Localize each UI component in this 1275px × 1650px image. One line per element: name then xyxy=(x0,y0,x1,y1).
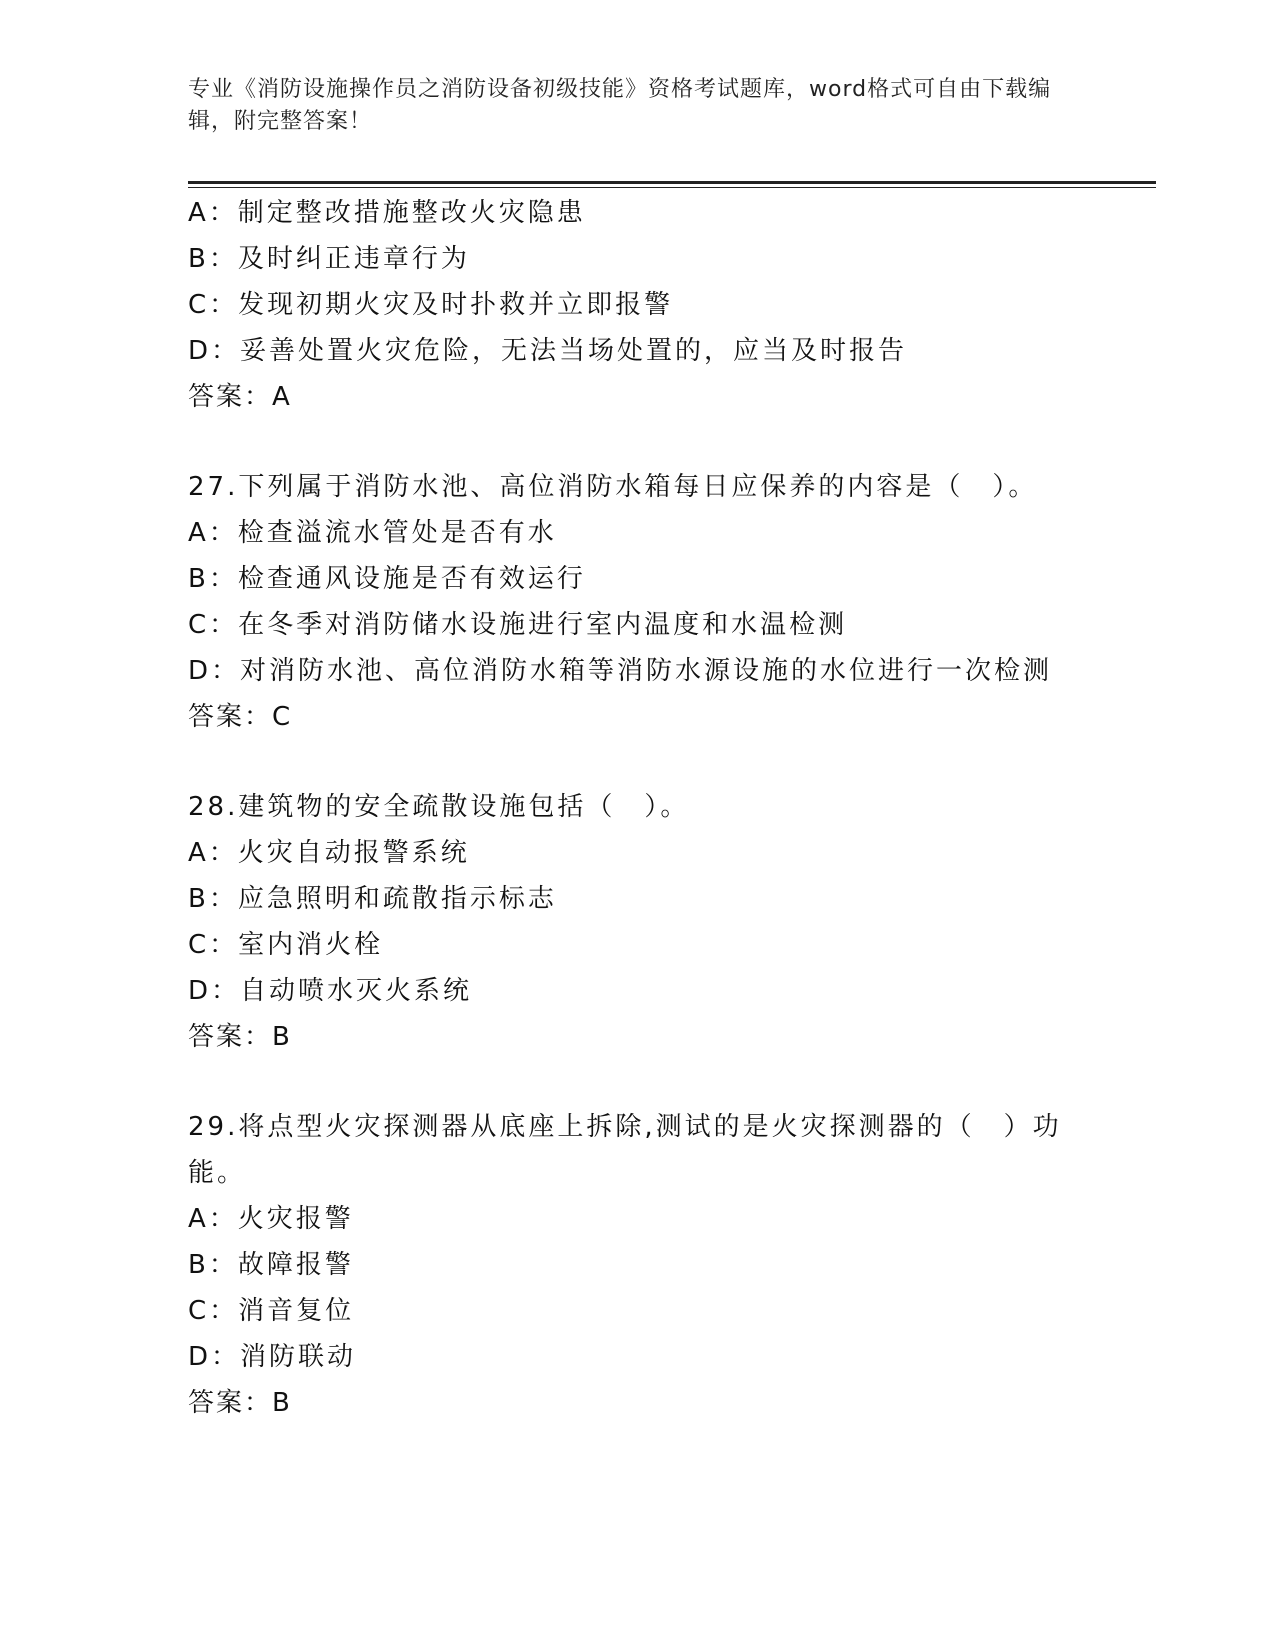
question-spacer xyxy=(188,740,1128,784)
question-spacer xyxy=(188,1060,1128,1104)
question-spacer xyxy=(188,420,1128,464)
answer-line: 答案：C xyxy=(188,702,293,732)
option-b: B：及时纠正违章行为 xyxy=(188,244,470,274)
header-divider-thin xyxy=(188,187,1156,188)
answer-line: 答案：A xyxy=(188,382,292,412)
question-block-28 xyxy=(188,784,1128,1060)
question-text: 28.建筑物的安全疏散设施包括（ ）。 xyxy=(188,792,690,822)
document-intro: 专业《消防设施操作员之消防设备初级技能》资格考试题库，word格式可自由下载编辑，附完整答案！ xyxy=(188,77,1052,134)
option-d: D：消防联动 xyxy=(188,1342,357,1372)
option-c: C：发现初期火灾及时扑救并立即报警 xyxy=(188,290,674,320)
option-b: B：应急照明和疏散指示标志 xyxy=(188,884,557,914)
question-text: 29.将点型火灾探测器从底座上拆除,测试的是火灾探测器的（ ）功能。 xyxy=(188,1112,1062,1188)
option-c: C：在冬季对消防储水设施进行室内温度和水温检测 xyxy=(188,610,848,640)
question-text: 27.下列属于消防水池、高位消防水箱每日应保养的内容是（ ）。 xyxy=(188,472,1038,502)
question-block-26 xyxy=(188,190,1128,420)
option-b: B：检查通风设施是否有效运行 xyxy=(188,564,586,594)
question-block-29 xyxy=(188,1104,1128,1426)
option-a: A：火灾报警 xyxy=(188,1204,354,1234)
header-divider-thick xyxy=(188,181,1156,184)
option-b: B：故障报警 xyxy=(188,1250,354,1280)
option-a: A：火灾自动报警系统 xyxy=(188,838,470,868)
option-a: A：检查溢流水管处是否有水 xyxy=(188,518,557,548)
option-a: A：制定整改措施整改火灾隐患 xyxy=(188,198,586,228)
question-block-27 xyxy=(188,464,1128,740)
answer-line: 答案：B xyxy=(188,1388,292,1418)
option-d: D：自动喷水灭火系统 xyxy=(188,976,473,1006)
answer-line: 答案：B xyxy=(188,1022,292,1052)
option-d: D：对消防水池、高位消防水箱等消防水源设施的水位进行一次检测 xyxy=(188,656,1053,686)
option-c: C：消音复位 xyxy=(188,1296,355,1326)
option-d: D：妥善处置火灾危险，无法当场处置的，应当及时报告 xyxy=(188,336,908,366)
option-c: C：室内消火栓 xyxy=(188,930,384,960)
question-list xyxy=(188,190,1128,1426)
